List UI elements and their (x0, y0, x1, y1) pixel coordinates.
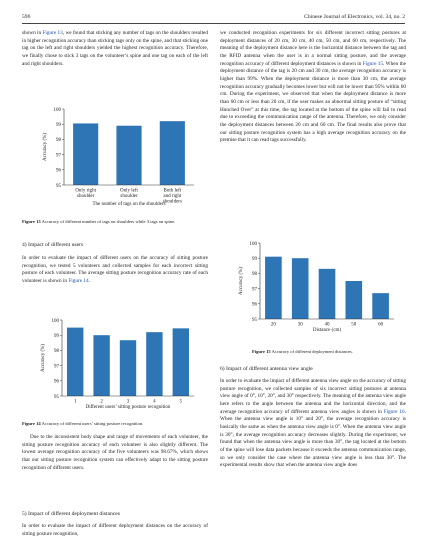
y-tick-label: 97 (56, 153, 61, 159)
figure15-chart (220, 237, 406, 344)
section-impact-users: 4) Impact of different users (22, 242, 84, 248)
y-tick-label: 95 (56, 183, 61, 189)
bar-fig14-5 (173, 328, 189, 396)
x-tick-label: Only right (75, 188, 97, 194)
y-axis-label: Accuracy (%) (41, 344, 46, 372)
bar-fig15-1 (265, 257, 282, 319)
y-axis-label: Accuracy (%) (239, 267, 244, 295)
section-impact-view-angle: 6) Impact of different antenna view angle (220, 366, 313, 372)
y-tick-label: 96 (252, 302, 257, 308)
bar-fig13-3 (160, 121, 185, 185)
y-axis-label: Accuracy (%) (43, 133, 48, 161)
figure16-link[interactable]: Figure 16 (383, 408, 405, 415)
bar-fig15-4 (345, 281, 362, 319)
figure15-link[interactable]: Figure 15 (362, 60, 384, 67)
y-tick-label: 96 (56, 168, 61, 174)
journal-header: Chinese Journal of Electronics, vol. 34, no. 2 (304, 14, 405, 20)
figure14-caption: Figure 14 Accuracy of different users’ sitting posture recognition. (22, 421, 144, 426)
paragraph-distances: we conducted recognition experiments for six different incorrect sitting postures at deployment distances of 20 cm, 30 cm, 40 cm, 50 cm, and 60 cm, respectively. The meaning of the deployment distance here is the horizontal distance between the tag and the RFID antenna when the user is in a normal sitting posture, and the average recognition accuracy of different deployment distances is shown in Figure 15. When the deployment distance of the tag is 20 cm and 30 cm, the average recognition accuracy is higher than 99%. When the deployment distance is more than 30 cm, the average recognition accuracy gradually becomes lower but will not be lower than 95% within 60 cm. During the experiment, we observed that when the deployment distance is more than 60 cm or less than 20 cm, if the user makes an abnormal sitting posture of “sitting Hunched Over” at this time, the tag located at the bottom of the spine will fail to read due to exceeding the communication range of the antenna. Therefore, we only consider the deployment distances between 20 cm and 60 cm. The final results also prove that our sitting posture recognition system has a high average recognition accuracy on the premise that it can read tags successfully. (220, 30, 406, 144)
y-tick-label: 95 (54, 394, 59, 400)
x-axis-label: Distance (cm) (312, 328, 342, 333)
bar-fig13-1 (73, 123, 98, 185)
figure14-link[interactable]: Figure 14 (68, 277, 89, 284)
bar-fig13-2 (116, 126, 141, 185)
y-tick-label: 99 (56, 123, 61, 128)
x-axis-label: The number of tags on the shoulders (92, 202, 166, 207)
x-tick-label: shoulder (120, 194, 138, 200)
x-tick-label: Only left (120, 188, 138, 194)
paragraph-view-angle: In order to evaluate the impact of different antenna view angle on the accuracy of sitting posture recognition, we collected samples of six incorrect sitting postures at antenna view angle of 0°, 10°, 20°, and 30° respectively. The meaning of the antenna view angle here refers to the angle between the antenna and the horizontal direction, and the average recognition accuracy of different antenna view angles is shown in Figure 16. When the antenna view angle is 10° and 20°, the average recognition accuracy is basically the same as when the antenna view angle is 0°. When the antenna view angle is 30°, the average recognition accuracy decreases slightly. During the experiment, we found that when the antenna view angle is more than 30°, the tag located at the bottom of the spine will lose data packets because it exceeds the antenna communication range, so we only consider the case where the antenna view angle is less than 30°. The experimental results show that when the antenna view angle does (220, 378, 406, 469)
figure14-chart (22, 314, 208, 421)
x-tick-label: 5 (179, 399, 183, 405)
x-tick-label: 2 (100, 399, 103, 405)
paragraph-users: In order to evaluate the impact of different users on the accuracy of sitting posture recognition, we tested 5 volunteers and collected samples for each incorrect sitting posture of each volunteer. The average sitting posture recognition accuracy rate of each volunteer is shown in Figure 14. (22, 255, 208, 284)
y-tick-label: 100 (249, 241, 257, 247)
paragraph-distances-intro: In order to evaluate the impact of different deployment distances on the accuracy of sitting posture recognition, (22, 523, 208, 537)
bar-fig14-4 (146, 332, 162, 396)
x-tick-label: 1 (73, 399, 77, 405)
bar-fig14-3 (120, 340, 136, 396)
figure13-link[interactable]: Figure 13 (42, 30, 63, 36)
page-number: 596 (22, 14, 31, 20)
figure13-chart (22, 101, 208, 217)
y-tick-label: 100 (53, 107, 61, 113)
x-tick-label: 50 (351, 322, 357, 328)
paragraph-users-result: Due to the inconsistent body shape and range of movements of each volunteer, the sitting posture recognition accuracy of each volunteer is also slightly different. The lowest average recognition accuracy of the five volunteers was 98.67%, which shows that our sitting posture recognition system can effectively adapt to the sitting posture recognition of different users. (22, 434, 208, 471)
y-tick-label: 98 (54, 349, 59, 355)
y-tick-label: 96 (54, 379, 59, 385)
bar-fig15-5 (372, 293, 389, 319)
x-axis-label: Different users’ sitting posture recognition (85, 405, 171, 410)
y-tick-label: 98 (56, 138, 61, 144)
x-tick-label: 40 (324, 322, 330, 328)
x-tick-label: 3 (126, 399, 130, 405)
x-tick-label: Both left (163, 188, 182, 194)
y-tick-label: 95 (252, 317, 257, 323)
x-tick-label: and right (163, 194, 182, 200)
x-tick-label: 30 (297, 322, 303, 328)
y-tick-label: 98 (252, 272, 257, 278)
x-tick-label: 60 (378, 322, 384, 328)
header-rule (22, 23, 405, 24)
bar-fig14-2 (93, 335, 109, 396)
y-tick-label: 100 (51, 318, 59, 324)
bar-fig15-3 (319, 269, 336, 319)
figure15-caption: Figure 15 Accuracy of different deployment distances. (252, 349, 353, 354)
x-tick-label: shoulders (162, 199, 182, 205)
bar-fig15-2 (292, 258, 309, 319)
y-tick-label: 97 (252, 287, 257, 293)
x-tick-label: 4 (153, 399, 156, 405)
y-tick-label: 99 (252, 257, 257, 262)
y-tick-label: 97 (54, 364, 59, 370)
bar-fig14-1 (67, 328, 83, 396)
x-tick-label: 20 (270, 322, 276, 328)
paragraph-fig13-intro: shown in Figure 13, we found that sticking any number of tags on the shoulders resulted in higher recognition accuracy than sticking tags only on the spine, and that sticking one tag on the left and right shoulders yielded the highest recognition accuracy. Therefore, we finally chose to stick 3 tags on the volunteer’s spine and one tag on each of the left and right shoulders. (22, 30, 208, 67)
figure13-caption: Figure 13 Accuracy of different number of tags on shoulders while 3 tags on spine. (22, 219, 176, 224)
y-tick-label: 99 (54, 334, 59, 339)
x-tick-label: shoulder (77, 194, 95, 200)
section-impact-distances: 5) Impact of different deployment distances (22, 511, 120, 517)
